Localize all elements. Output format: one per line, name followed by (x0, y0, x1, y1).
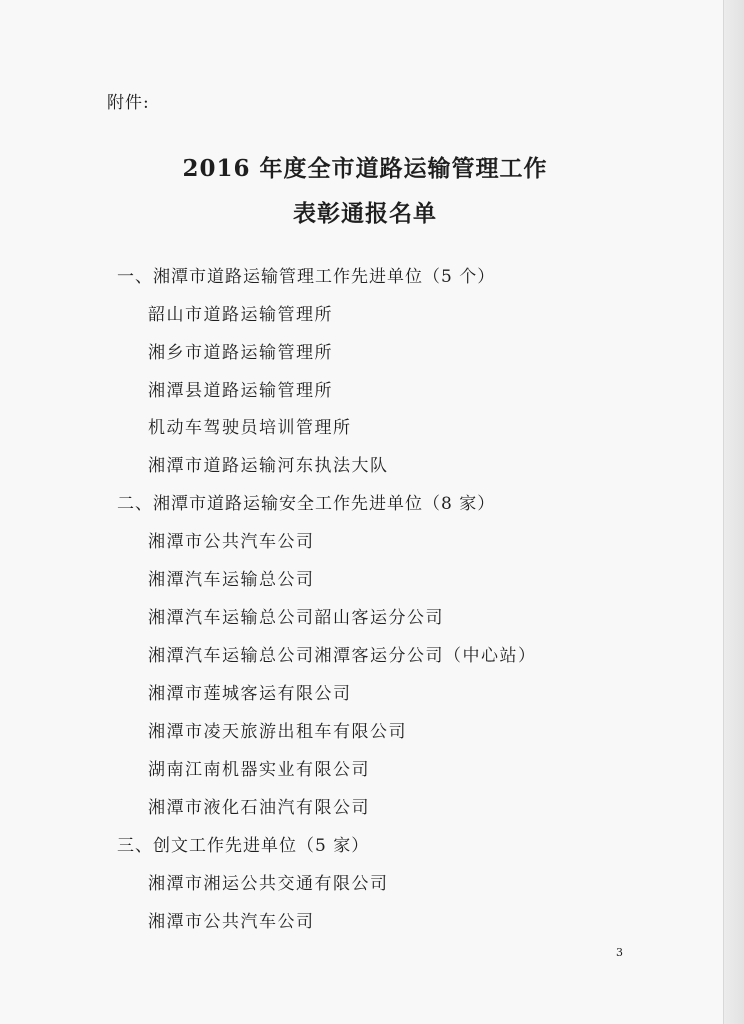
list-item: 韶山市道路运输管理所 (148, 305, 333, 325)
list-item: 湘潭市道路运输河东执法大队 (148, 456, 389, 476)
list-item: 湖南江南机器实业有限公司 (148, 760, 370, 780)
list-item: 湘潭市凌天旅游出租车有限公司 (148, 722, 407, 742)
section-heading-2: 二、湘潭市道路运输安全工作先进单位（8 家） (117, 494, 496, 514)
list-item: 湘乡市道路运输管理所 (148, 343, 333, 363)
list-item: 湘潭市湘运公共交通有限公司 (148, 874, 389, 894)
list-item: 湘潭汽车运输总公司 (148, 570, 315, 590)
show-through-background (300, 80, 720, 440)
list-item: 湘潭市莲城客运有限公司 (148, 684, 352, 704)
page-number: 3 (616, 946, 623, 959)
list-item: 湘潭市公共汽车公司 (148, 912, 315, 932)
list-item: 湘潭汽车运输总公司湘潭客运分公司（中心站） (148, 646, 537, 666)
list-item: 机动车驾驶员培训管理所 (148, 418, 352, 438)
section-heading-3: 三、创文工作先进单位（5 家） (117, 836, 370, 856)
list-item: 湘潭汽车运输总公司韶山客运分公司 (148, 608, 444, 628)
list-item: 湘潭县道路运输管理所 (148, 381, 333, 401)
list-item: 湘潭市液化石油汽有限公司 (148, 798, 370, 818)
document-title-line-1: 2016 年度全市道路运输管理工作 (182, 155, 548, 182)
list-item: 湘潭市公共汽车公司 (148, 532, 315, 552)
document-title-line-2: 表彰通报名单 (293, 200, 437, 227)
attachment-label: 附件: (107, 93, 150, 113)
section-heading-1: 一、湘潭市道路运输管理工作先进单位（5 个） (117, 267, 496, 287)
